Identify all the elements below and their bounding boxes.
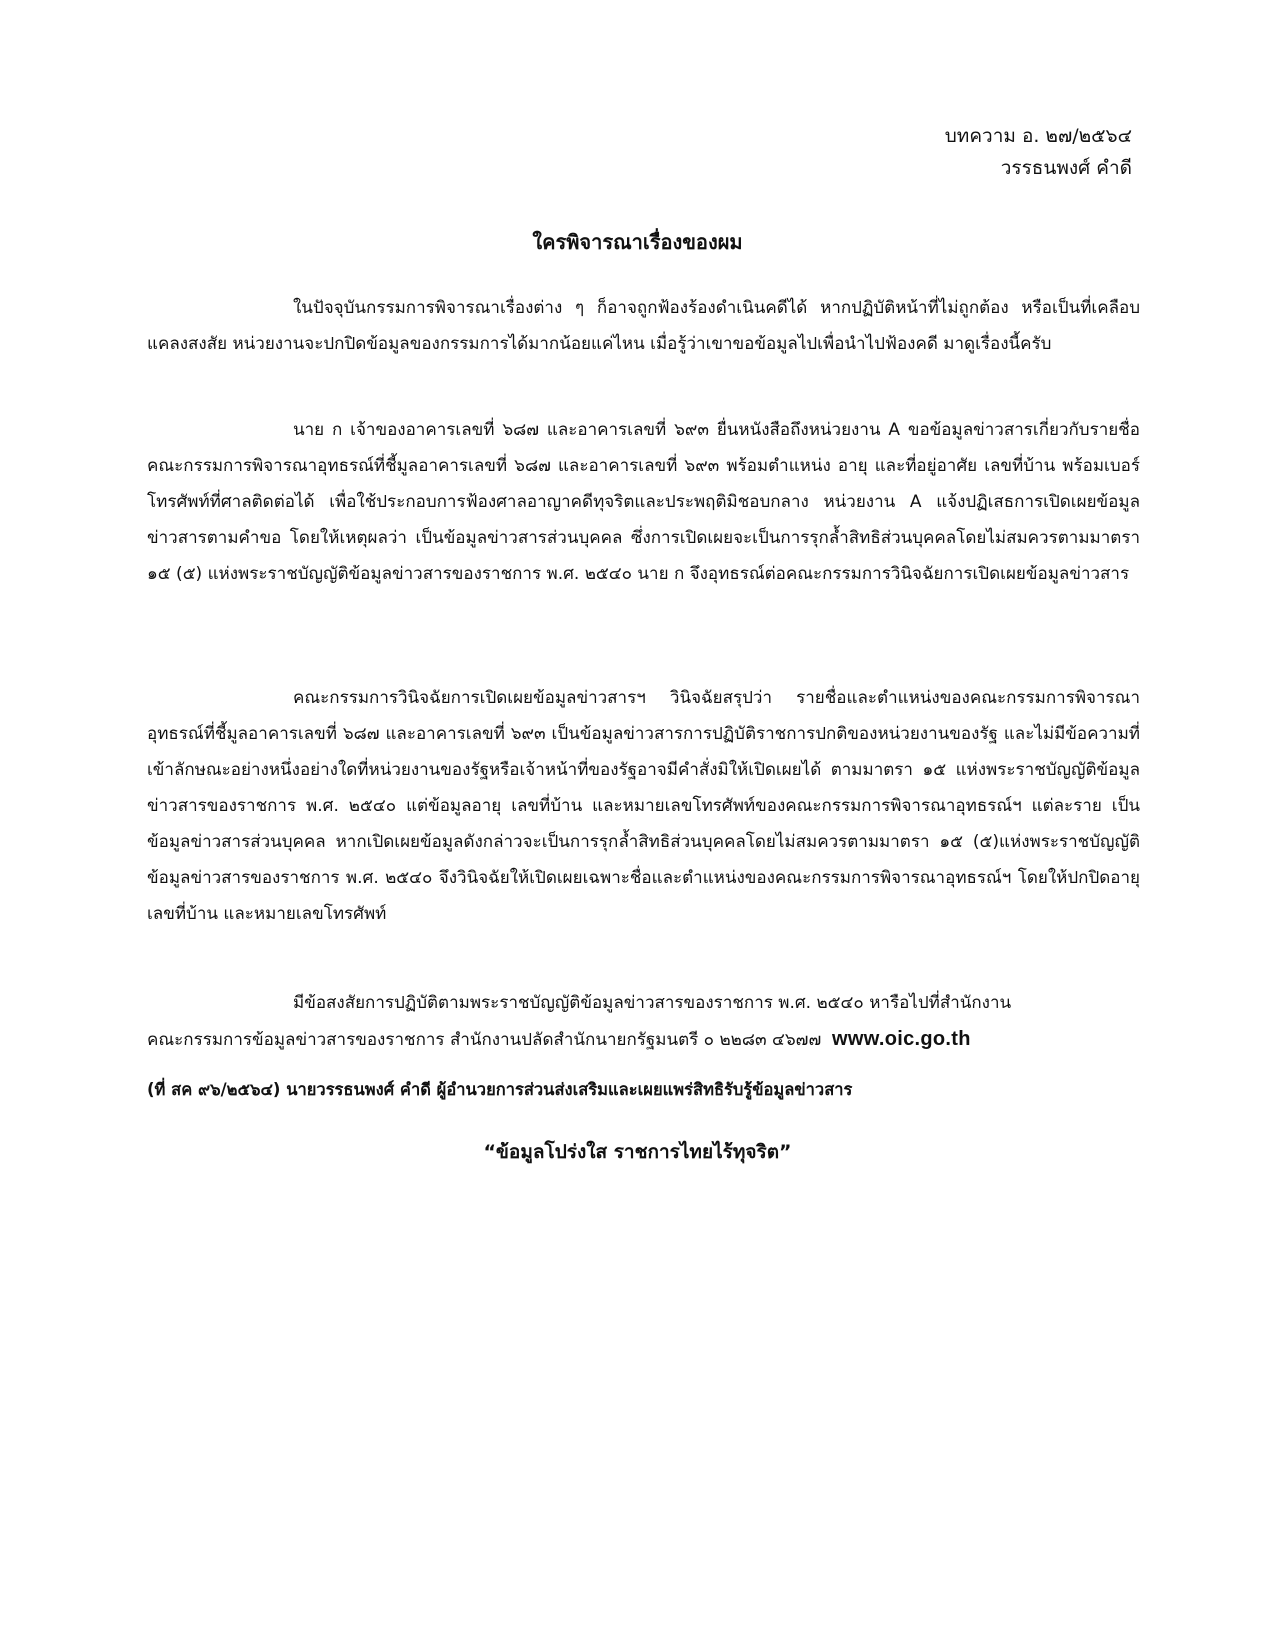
contact-paragraph <box>147 985 1140 1058</box>
page-title: ใครพิจารณาเรื่องของผม <box>532 230 743 254</box>
article-author: วรรธนพงศ์ คำดี <box>1000 157 1132 179</box>
contact-text-line1: มีข้อสงสัยการปฏิบัติตามพระราชบัญญัติข้อมูลข่าวสารของราชการ พ.ศ. ๒๕๔๐ หารือไปที่สำนักงาน <box>293 993 1012 1013</box>
contact-line2 <box>147 1021 1140 1058</box>
decision-paragraph: คณะกรรมการวินิจฉัยการเปิดเผยข้อมูลข่าวสารฯ วินิจฉัยสรุปว่า รายชื่อและตำแหน่งของคณะกรรมการพิจารณาอุทธรณ์ที่ชี้มูลอาคารเลขที่ ๖๘๗ และอาคารเลขที่ ๖๙๓ เป็นข้อมูลข่าวสารการปฏิบัติราชการปกติของหน่วยงานของรัฐ และไม่มีข้อความที่เข้าลักษณะอย่างหนึ่งอย่างใดที่หน่วยงานของรัฐหรือเจ้าหน้าที่ของรัฐอาจมีคำสั่งมิให้เปิดเผยได้ ตามมาตรา ๑๕ แห่งพระราชบัญญัติข้อมูลข่าวสารของราชการ พ.ศ. ๒๕๔๐ แต่ข้อมูลอายุ เลขที่บ้าน และหมายเลขโทรศัพท์ของคณะกรรมการพิจารณาอุทธรณ์ฯ แต่ละราย เป็นข้อมูลข่าวสารส่วนบุคคล หากเปิดเผยข้อมูลดังกล่าวจะเป็นการรุกล้ำสิทธิส่วนบุคคลโดยไม่สมควรตามมาตรา ๑๕ (๕)แห่งพระราชบัญญัติข้อมูลข่าวสารของราชการ พ.ศ. ๒๕๔๐ จึงวินิจฉัยให้เปิดเผยเฉพาะชื่อและตำแหน่งของคณะกรรมการพิจารณาอุทธรณ์ฯ โดยให้ปกปิดอายุ เลขที่บ้าน และหมายเลขโทรศัพท์ <box>147 688 1140 924</box>
article-header <box>945 120 1132 184</box>
article-number: บทความ อ. ๒๗/๒๕๖๔ <box>944 125 1132 147</box>
reference-line: (ที่ สค ๙๖/๒๕๖๔) นายวรรธนพงศ์ คำดี ผู้อำนวยการส่วนส่งเสริมและเผยแพร่สิทธิรับรู้ข้อมูลข่าวสาร <box>147 1080 853 1099</box>
slogan: “ข้อมูลโปร่งใส ราชการไทยไร้ทุจริต” <box>483 1141 792 1163</box>
contact-text-line2: คณะกรรมการข้อมูลข่าวสารของราชการ สำนักงานปลัดสำนักนายกรัฐมนตรี ๐ ๒๒๘๓ ๔๖๗๗ <box>147 1030 822 1050</box>
website-link[interactable]: www.oic.go.th <box>832 1028 971 1050</box>
case-paragraph: นาย ก เจ้าของอาคารเลขที่ ๖๘๗ และอาคารเลขที่ ๖๙๓ ยื่นหนังสือถึงหน่วยงาน A ขอข้อมูลข่าวสารเกี่ยวกับรายชื่อคณะกรรมการพิจารณาอุทธรณ์ที่ชี้มูลอาคารเลขที่ ๖๘๗ และอาคารเลขที่ ๖๙๓ พร้อมตำแหน่ง อายุ และที่อยู่อาศัย เลขที่บ้าน พร้อมเบอร์โทรศัพท์ที่ศาลติดต่อได้ เพื่อใช้ประกอบการฟ้องศาลอาญาคดีทุจริตและประพฤติมิชอบกลาง หน่วยงาน A แจ้งปฏิเสธการเปิดเผยข้อมูลข่าวสารตามคำขอ โดยให้เหตุผลว่า เป็นข้อมูลข่าวสารส่วนบุคคล ซึ่งการเปิดเผยจะเป็นการรุกล้ำสิทธิส่วนบุคคลโดยไม่สมควรตามมาตรา ๑๕ (๕) แห่งพระราชบัญญัติข้อมูลข่าวสารของราชการ พ.ศ. ๒๕๔๐ นาย ก จึงอุทธรณ์ต่อคณะกรรมการวินิจฉัยการเปิดเผยข้อมูลข่าวสาร <box>147 420 1140 584</box>
intro-paragraph: ในปัจจุบันกรรมการพิจารณาเรื่องต่าง ๆ ก็อาจถูกฟ้องร้องดำเนินคดีได้ หากปฏิบัติหน้าที่ไม่ถูกต้อง หรือเป็นที่เคลือบแคลงสงสัย หน่วยงานจะปกปิดข้อมูลของกรรมการได้มากน้อยแค่ไหน เมื่อรู้ว่าเขาขอข้อมูลไปเพื่อนำไปฟ้องคดี มาดูเรื่องนี้ครับ <box>147 298 1140 354</box>
